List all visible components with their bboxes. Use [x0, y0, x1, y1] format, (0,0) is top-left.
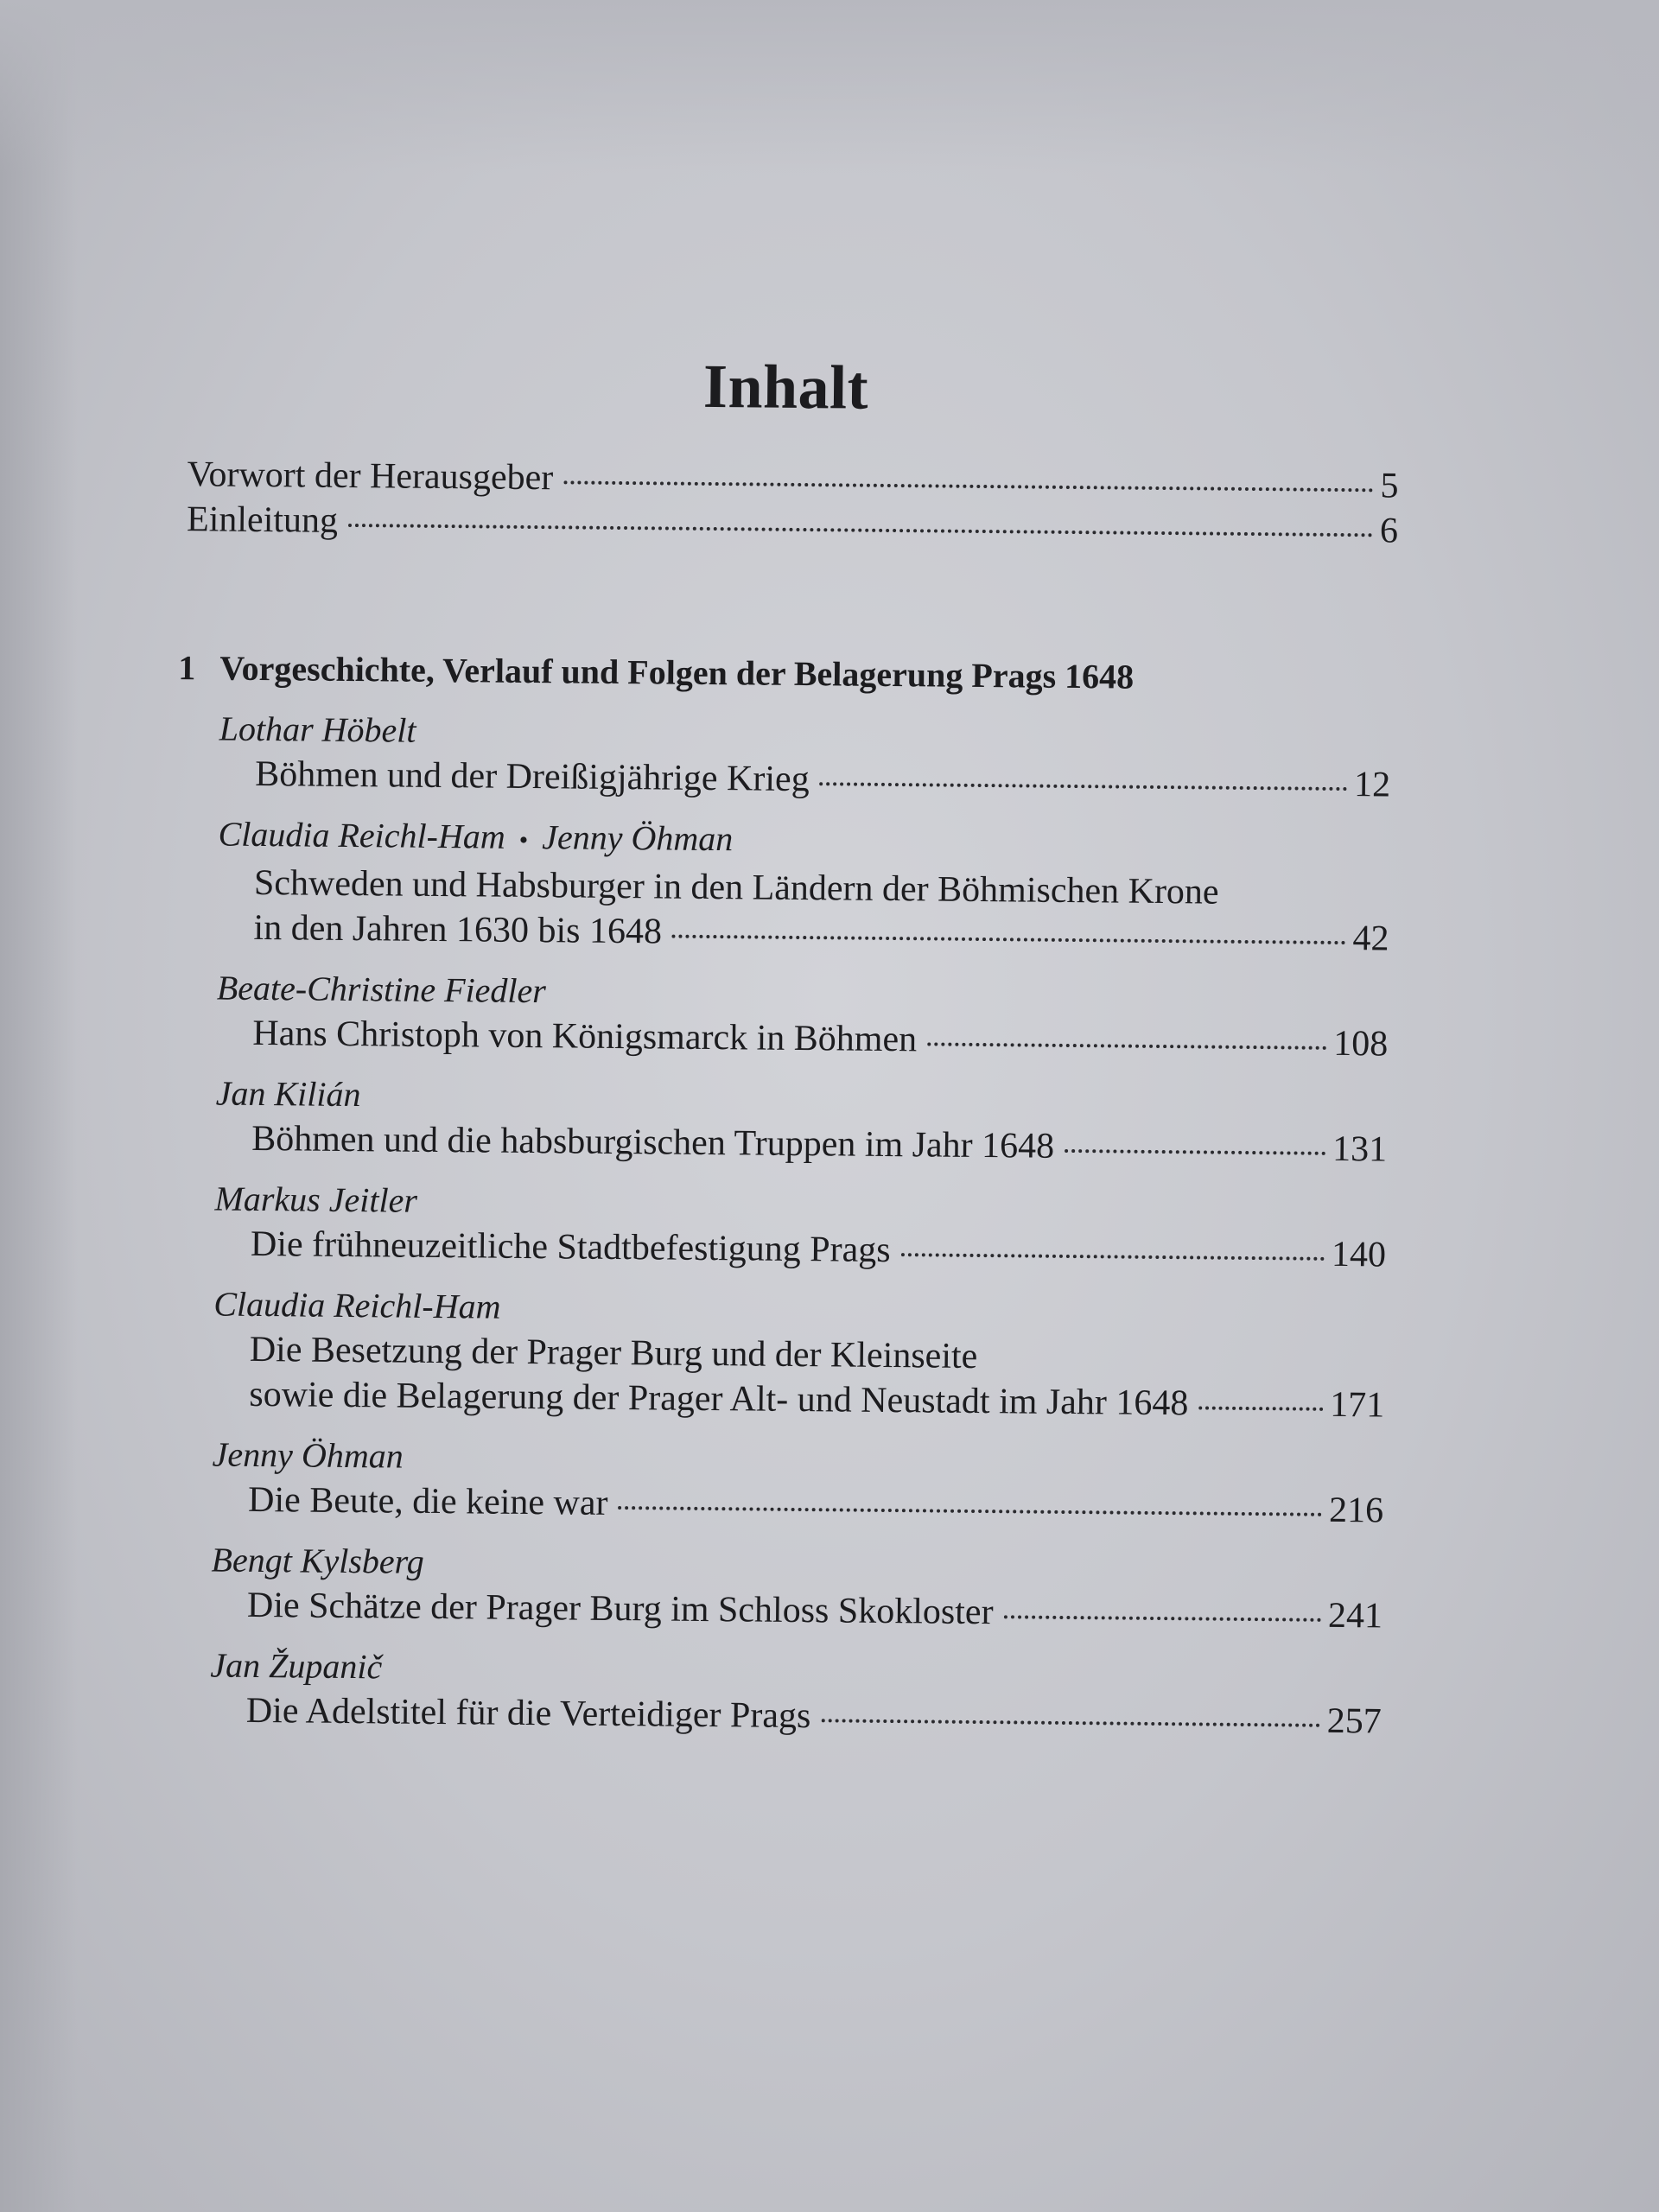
toc-section: [160, 645, 1397, 1745]
toc-page-number: 12: [1353, 765, 1391, 805]
author-separator-bullet-icon: •: [518, 825, 529, 855]
dot-leader: [1065, 1149, 1325, 1155]
toc-entry-label: Böhmen und die habsburgischen Truppen im Jahr 1648: [251, 1118, 1055, 1166]
author-name: Lothar Höbelt: [219, 709, 416, 750]
author-name: Jan Županič: [210, 1645, 383, 1687]
toc-entry-label: Vorwort der Herausgeber: [187, 454, 554, 499]
author-name: Claudia Reichl-Ham: [213, 1284, 501, 1326]
toc-page-number: 257: [1326, 1700, 1382, 1742]
toc-entry-label: Die frühneuzeitliche Stadtbefestigung Prags: [250, 1224, 891, 1271]
dot-leader: [821, 1719, 1319, 1727]
toc-page-number: 108: [1333, 1023, 1389, 1065]
toc-page-number: 131: [1332, 1128, 1388, 1170]
page-title: Inhalt: [702, 351, 869, 423]
toc-entry-label: sowie die Belagerung der Prager Alt- und Neustadt im Jahr 1648: [249, 1374, 1189, 1424]
dot-leader: [927, 1042, 1326, 1049]
toc-article: [166, 965, 1394, 1067]
toc-article: [162, 1281, 1390, 1428]
toc-article: [164, 1176, 1392, 1278]
dot-leader: [1003, 1615, 1320, 1622]
toc-page-number: 216: [1328, 1490, 1384, 1531]
article-title-line: Schweden und Habsburger in den Ländern der Böhmischen Krone: [253, 862, 1219, 912]
dot-leader: [1198, 1406, 1323, 1410]
toc-page-number: 140: [1331, 1234, 1387, 1275]
dot-leader: [563, 480, 1373, 492]
author-name: Claudia Reichl-Ham: [218, 814, 505, 856]
section-number: 1: [178, 648, 196, 688]
article-title: [249, 1327, 1385, 1428]
toc-entry-label: Einleitung: [186, 499, 339, 541]
toc-article: [165, 1071, 1393, 1173]
dot-leader: [901, 1253, 1325, 1261]
author-name: Bengt Kylsberg: [211, 1540, 424, 1581]
author-name: Markus Jeitler: [214, 1179, 418, 1220]
toc-article: [161, 1537, 1389, 1639]
section-heading: [178, 645, 1396, 702]
front-matter-list: [187, 452, 1399, 553]
page-shadow-top: [0, 0, 1659, 173]
toc-entry-label: Die Adelstitel für die Verteidiger Prags: [245, 1690, 811, 1737]
toc-page-number: 6: [1379, 511, 1399, 551]
author-name: Beate-Christine Fiedler: [216, 968, 547, 1011]
dot-leader: [348, 524, 1373, 537]
toc-article: [160, 1643, 1388, 1745]
author-name: Jan Kilián: [215, 1073, 361, 1115]
author-name: Jenny Öhman: [542, 817, 734, 859]
dot-leader: [618, 1506, 1322, 1516]
article-list: [160, 706, 1396, 1745]
toc-article: [167, 811, 1395, 962]
toc-article: [168, 706, 1396, 808]
dot-leader: [672, 935, 1346, 944]
toc-page-number: 42: [1352, 918, 1389, 959]
toc-entry-label: Böhmen und der Dreißigjährige Krieg: [255, 753, 810, 800]
toc-entry-label: Hans Christoph von Königsmarck in Böhmen: [252, 1013, 918, 1060]
toc-article: [162, 1432, 1389, 1534]
dot-leader: [820, 782, 1348, 791]
toc-page-number: 241: [1327, 1595, 1383, 1637]
toc-entry-label: in den Jahren 1630 bis 1648: [253, 907, 663, 952]
toc-entry-label: Die Beute, die keine war: [247, 1479, 608, 1523]
page-shadow-left: [0, 0, 78, 2212]
toc-page-number: 5: [1380, 466, 1399, 506]
toc-page-number: 171: [1330, 1384, 1385, 1426]
section-title: Vorgeschichte, Verlauf und Folgen der Belagerung Prags 1648: [219, 648, 1135, 696]
table-of-contents-page: [159, 346, 1400, 1760]
author-name: Jenny Öhman: [212, 1434, 404, 1476]
toc-entry-label: Die Schätze der Prager Burg im Schloss Skokloster: [246, 1585, 994, 1633]
article-title-line: Die Besetzung der Prager Burg und der Kleinseite: [249, 1329, 978, 1376]
article-title: [253, 861, 1389, 962]
